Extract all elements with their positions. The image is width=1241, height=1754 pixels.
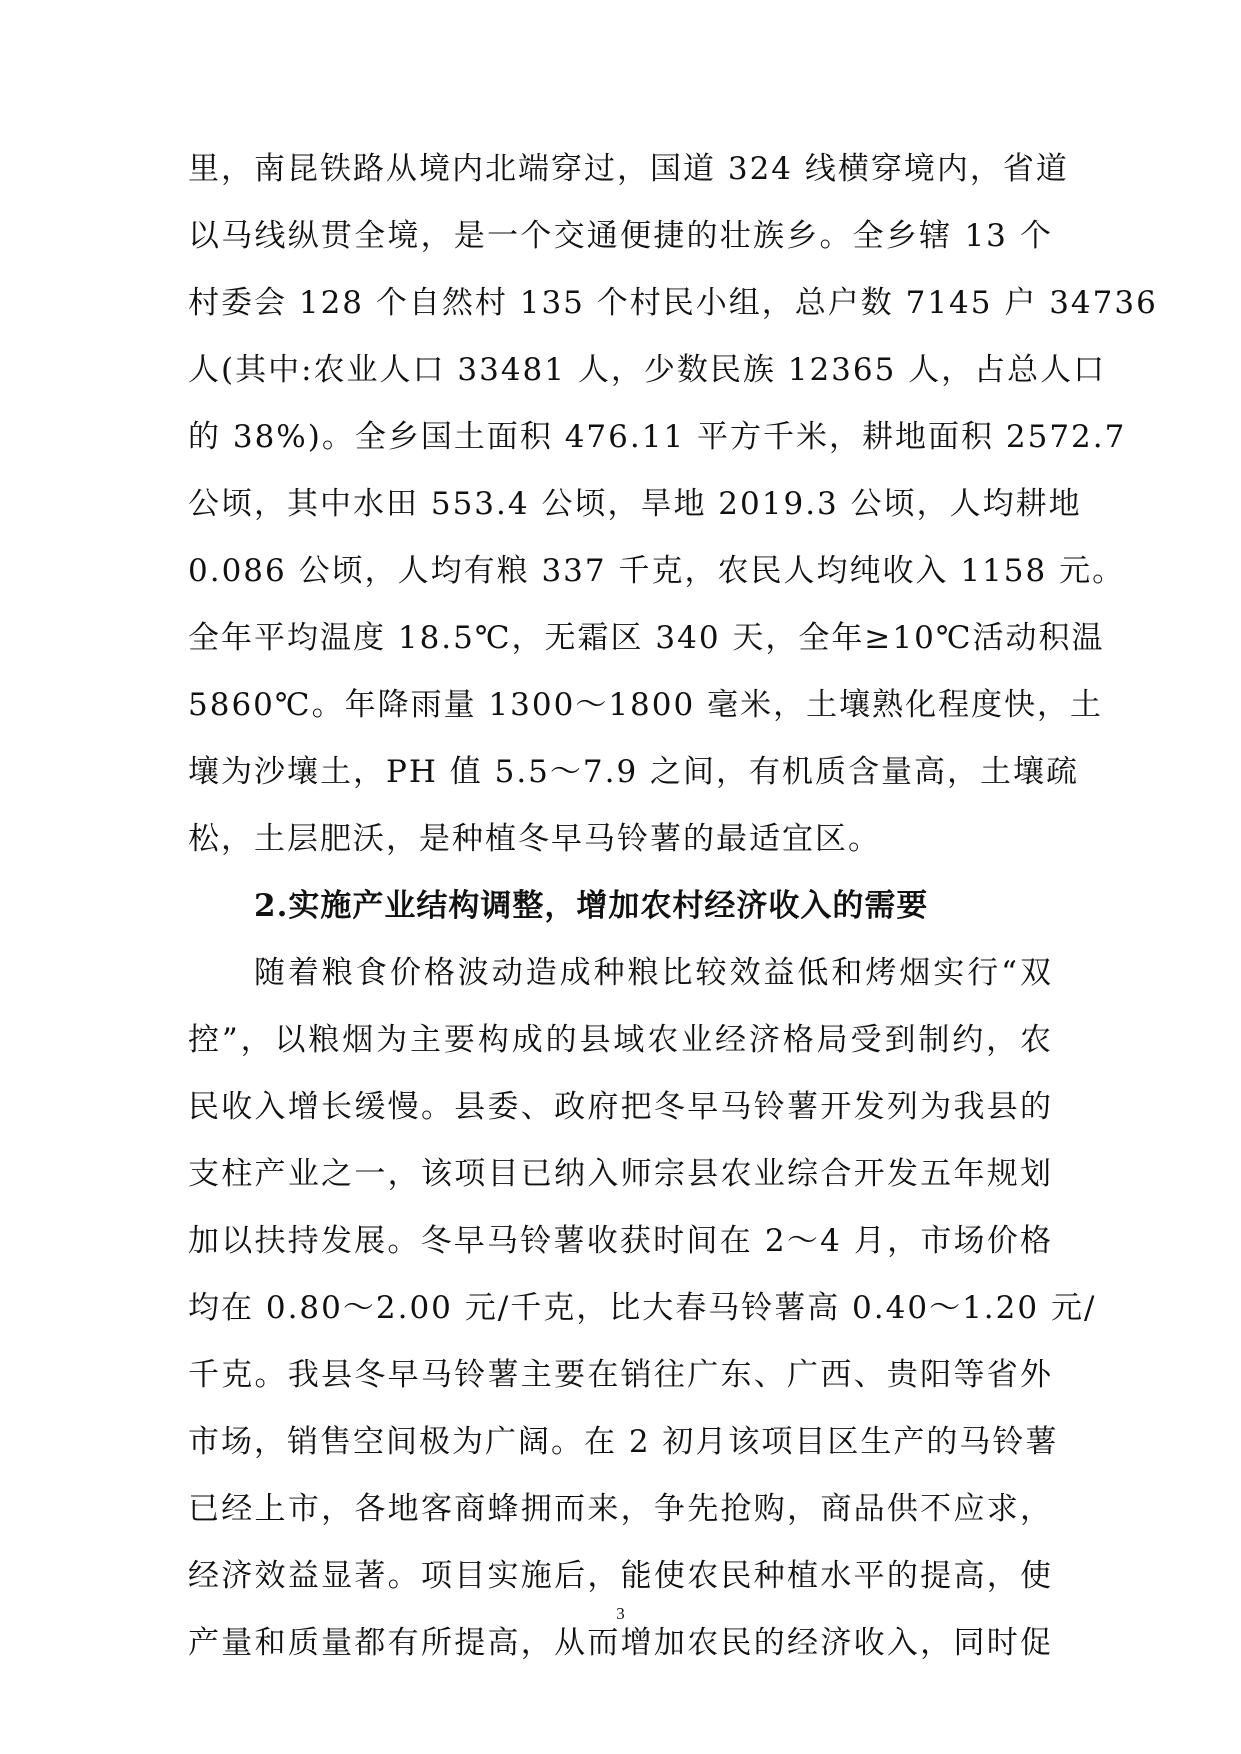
paragraph-1-line: 人(其中:农业人口 33481 人，少数民族 12365 人，占总人口: [188, 352, 1107, 388]
paragraph-2-line: 随着粮食价格波动造成种粮比较效益低和烤烟实行“双: [254, 955, 1053, 991]
paragraph-2: [188, 940, 1097, 1677]
paragraph-2-line: 加以扶持发展。冬早马铃薯收获时间在 2～4 月，市场价格: [188, 1223, 1053, 1259]
paragraph-1-line: 壤为沙壤土，PH 值 5.5～7.9 之间，有机质含量高，土壤疏: [188, 754, 1080, 790]
paragraph-2-line: 千克。我县冬早马铃薯主要在销往广东、广西、贵阳等省外: [188, 1357, 1053, 1393]
paragraph-1-line: 里，南昆铁路从境内北端穿过，国道 324 线横穿境内，省道: [188, 151, 1069, 187]
paragraph-1-line: 全年平均温度 18.5℃，无霜区 340 天，全年≥10℃活动积温: [188, 620, 1105, 656]
paragraph-1: [188, 136, 1158, 940]
paragraph-1-line: 村委会 128 个自然村 135 个村民小组，总户数 7145 户 34736: [188, 285, 1158, 321]
paragraph-2-line: 市场，销售空间极为广阔。在 2 初月该项目区生产的马铃薯: [188, 1424, 1059, 1460]
paragraph-2-line: 均在 0.80～2.00 元/千克，比大春马铃薯高 0.40～1.20 元/: [188, 1290, 1097, 1326]
paragraph-1-line: 5860℃。年降雨量 1300～1800 毫米，土壤熟化程度快，土: [188, 687, 1104, 723]
paragraph-1-line: 以马线纵贯全境，是一个交通便捷的壮族乡。全乡辖 13 个: [188, 218, 1053, 254]
paragraph-2-line: 支柱产业之一，该项目已纳入师宗县农业综合开发五年规划: [188, 1156, 1053, 1192]
paragraph-2-line: 经济效益显著。项目实施后，能使农民种植水平的提高，使: [188, 1558, 1053, 1594]
section-heading: 2.实施产业结构调整，增加农村经济收入的需要: [254, 888, 929, 924]
paragraph-1-line: 的 38%)。全乡国土面积 476.11 平方千米，耕地面积 2572.7: [188, 419, 1127, 455]
paragraph-1-line: 松，土层肥沃，是种植冬早马铃薯的最适宜区。: [188, 821, 881, 857]
paragraph-1-line: 0.086 公顷，人均有粮 337 千克，农民人均纯收入 1158 元。: [188, 553, 1126, 589]
paragraph-2-line: 产量和质量都有所提高，从而增加农民的经济收入，同时促: [188, 1625, 1053, 1661]
paragraph-1-line: 公顷，其中水田 553.4 公顷，旱地 2019.3 公顷，人均耕地: [188, 486, 1082, 522]
page-number: 3: [616, 1604, 625, 1623]
paragraph-2-line: 已经上市，各地客商蜂拥而来，争先抢购，商品供不应求，: [188, 1491, 1053, 1527]
paragraph-2-line: 民收入增长缓慢。县委、政府把冬早马铃薯开发列为我县的: [188, 1089, 1053, 1125]
paragraph-2-line: 控”，以粮烟为主要构成的县域农业经济格局受到制约，农: [188, 1022, 1053, 1058]
